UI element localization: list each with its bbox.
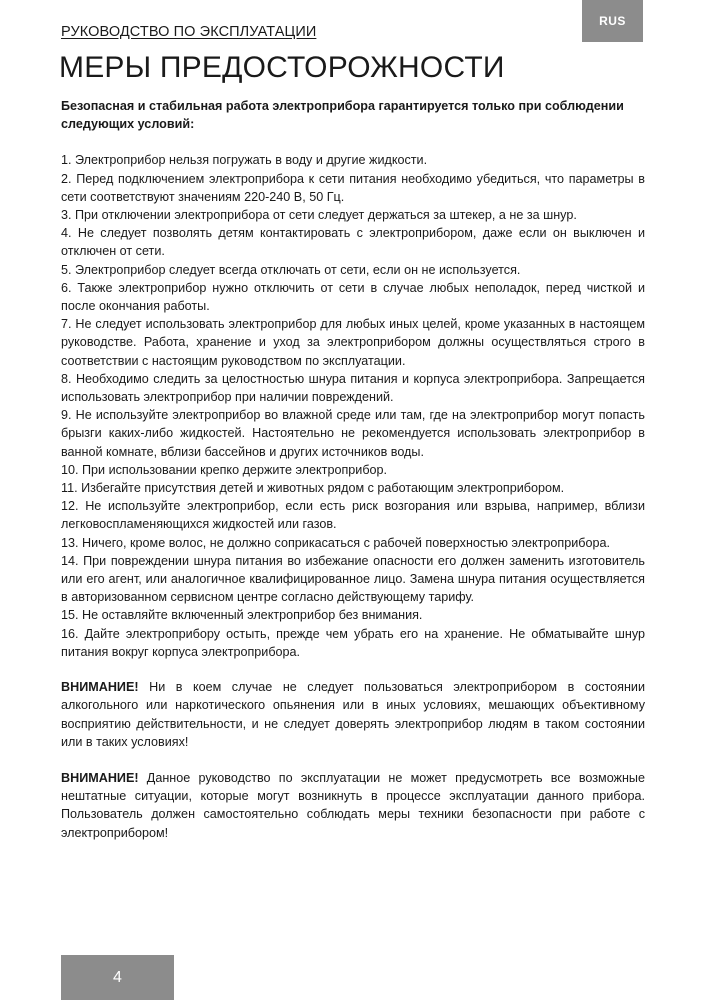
rule-item-12: 12. Не используйте электроприбор, если есть риск возгорания или взрыва, например, вблизи легковоспламеняющихся жидкостей или газов. [61, 499, 645, 532]
rule-item-2: 2. Перед подключением электроприбора к сети питания необходимо убедиться, что параметры в сети соответствуют значениям 220-240 В, 50 Гц. [61, 171, 645, 204]
rule-item-4: 4. Не следует позволять детям контактировать с электроприбором, даже если он выключен и отключен от сети. [61, 226, 645, 259]
rule-item-7: 7. Не следует использовать электроприбор для любых иных целей, кроме указанных в настоящем руководстве. Работа, хранение и уход за электроприбором должны осуществляться строго в соответствии с настоящим руководством по эксплуатации. [61, 317, 645, 368]
warning-paragraph-2 [61, 769, 645, 842]
rule-item-8: 8. Необходимо следить за целостностью шнура питания и корпуса электроприбора. Запрещается использовать электроприбор при наличии повреждений. [61, 371, 645, 405]
warning-text: Ни в коем случае не следует пользоваться электроприбором в состоянии алкогольного или наркотического опьянения или в иных условиях, мешающих объективному восприятию действительности, и не следует доверять электроприбор людям в таком состоянии или в таких условиях! [61, 680, 645, 749]
precautions-list [61, 151, 645, 661]
warning-label: ВНИМАНИЕ! [61, 680, 139, 695]
intro-paragraph: Безопасная и стабильная работа электроприбора гарантируется только при соблюдении следующих условий: [61, 99, 624, 132]
rule-item-13: 13. Ничего, кроме волос, не должно соприкасаться с рабочей поверхностью электроприбора. [61, 535, 611, 550]
rule-item-10: 10. При использовании крепко держите электроприбор. [61, 462, 388, 477]
rule-item-16: 16. Дайте электроприбору остыть, прежде чем убрать его на хранение. Не обматывайте шнур питания вокруг корпуса электроприбора. [61, 626, 645, 659]
precautions-content [61, 97, 645, 842]
rule-item-11: 11. Избегайте присутствия детей и животных рядом с работающим электроприбором. [61, 481, 565, 496]
rule-item-1: 1. Электроприбор нельзя погружать в воду и другие жидкости. [61, 153, 428, 168]
rule-item-15: 15. Не оставляйте включенный электроприбор без внимания. [61, 608, 423, 623]
warning-label: ВНИМАНИЕ! [61, 770, 139, 785]
rule-item-6: 6. Также электроприбор нужно отключить от сети в случае любых неполадок, перед чисткой и после окончания работы. [61, 280, 645, 314]
language-tab: RUS [582, 0, 643, 42]
warning-paragraph-1 [61, 678, 645, 751]
page-title: МЕРЫ ПРЕДОСТОРОЖНОСТИ [59, 51, 505, 84]
rule-item-14: 14. При повреждении шнура питания во избежание опасности его должен заменить изготовитель или его агент, или аналогичное квалифицированное лицо. Замена шнура питания осуществляется в авторизованном сервисном центре согласно действующему тарифу. [61, 553, 645, 605]
page-number: 4 [61, 955, 174, 1000]
warning-text: Данное руководство по эксплуатации не может предусмотреть все возможные нештатные ситуации, которые могут возникнуть в процессе эксплуатации данного прибора. Пользователь должен самостоятельно соблюдать меры техники безопасности при работе с электроприбором! [61, 770, 645, 840]
rule-item-3: 3. При отключении электроприбора от сети следует держаться за штекер, а не за шнур. [61, 208, 577, 223]
manual-header: РУКОВОДСТВО ПО ЭКСПЛУАТАЦИИ [61, 24, 317, 40]
rule-item-5: 5. Электроприбор следует всегда отключать от сети, если он не используется. [61, 262, 521, 277]
rule-item-9: 9. Не используйте электроприбор во влажной среде или там, где на электроприбор могут попасть брызги каких-либо жидкостей. Настоятельно не рекомендуется использовать электроприбор в ванной комнате, вблизи бассейнов и других источников воды. [61, 408, 645, 459]
